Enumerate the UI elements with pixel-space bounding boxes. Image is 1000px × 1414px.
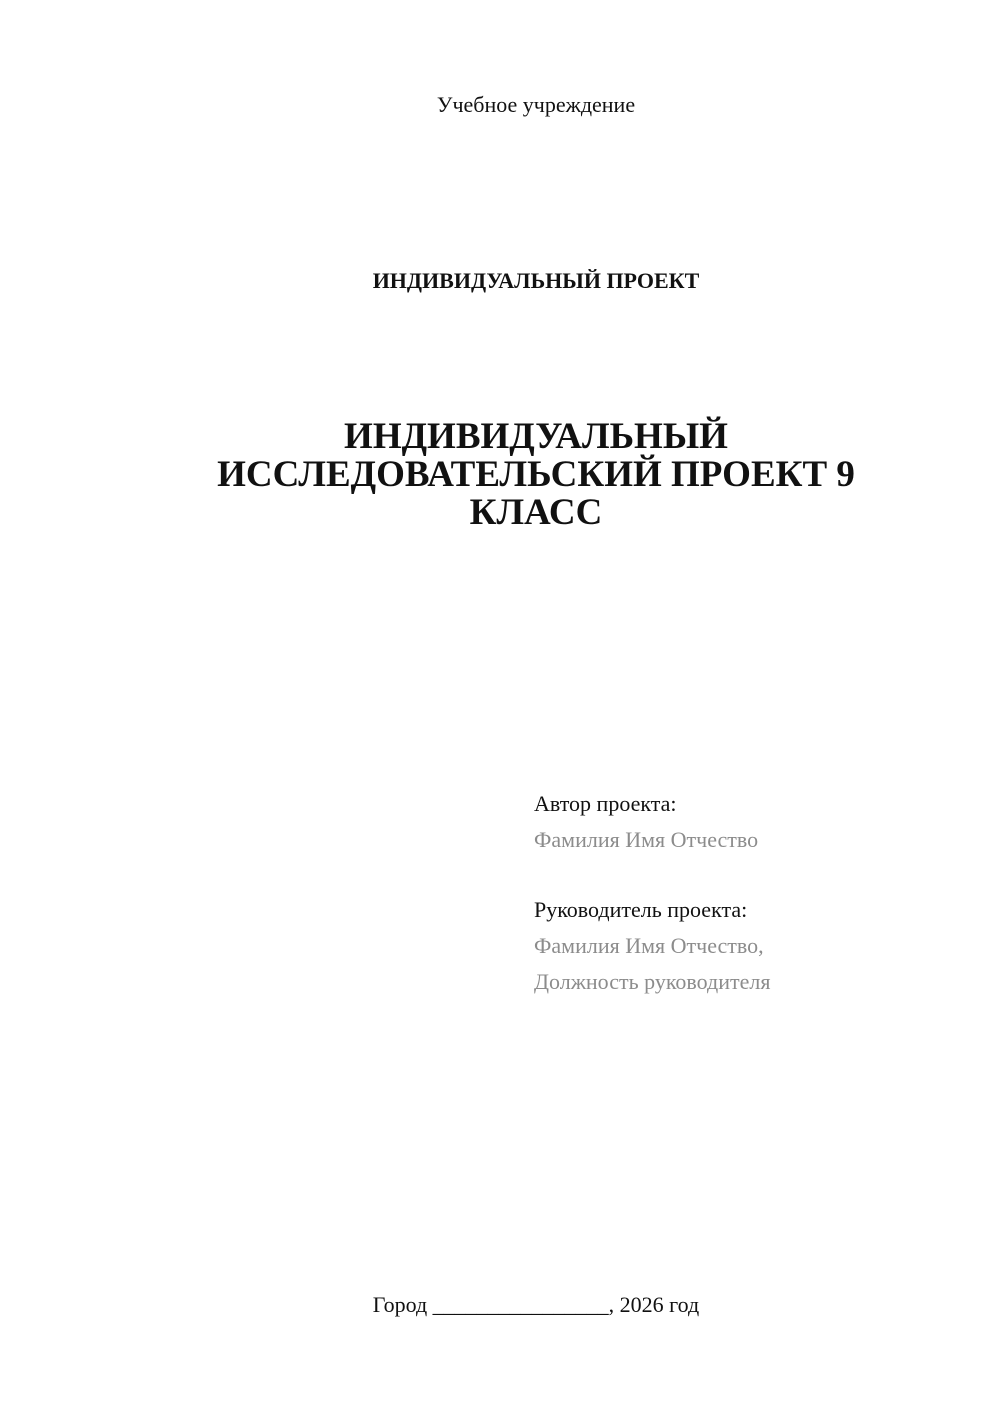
author-label: Автор проекта:	[534, 791, 677, 816]
project-title: ИНДИВИДУАЛЬНЫЙ ИССЛЕДОВАТЕЛЬСКИЙ ПРОЕКТ 9 КЛАСС	[217, 416, 855, 533]
city-year-line	[0, 1290, 1000, 1320]
spacer	[534, 858, 974, 892]
author-name: Фамилия Имя Отчество	[534, 827, 759, 852]
project-info-block	[534, 786, 974, 1000]
supervisor-label: Руководитель проекта:	[534, 897, 748, 922]
institution-name: Учебное учреждение	[436, 92, 636, 117]
document-type: ИНДИВИДУАЛЬНЫЙ ПРОЕКТ	[372, 268, 700, 293]
supervisor-position: Должность руководителя	[534, 969, 771, 994]
city-blank: ________________	[432, 1292, 609, 1317]
supervisor-name: Фамилия Имя Отчество,	[534, 933, 764, 958]
city-label: Город	[372, 1292, 428, 1317]
year-text: , 2026 год	[608, 1292, 700, 1317]
